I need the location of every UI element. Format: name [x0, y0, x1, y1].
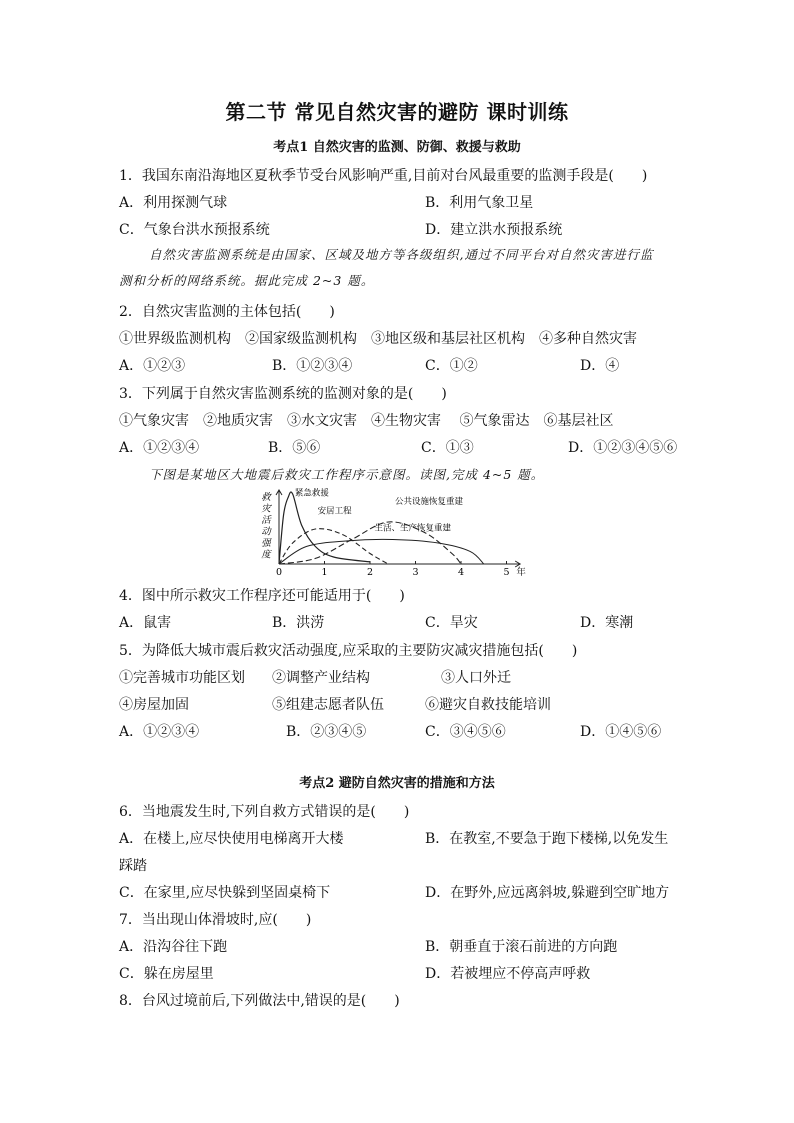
series-label-1: 紧急救援: [294, 488, 329, 499]
section-heading-2: 考点2 避防自然灾害的措施和方法: [299, 776, 495, 791]
question-1-stem: 1．我国东南沿海地区夏秋季节受台风影响严重,目前对台风最重要的监测手段是( ): [119, 168, 648, 184]
question-3-option-b: B．⑤⑥: [268, 440, 321, 456]
question-7-option-d: D．若被埋应不停高声呼救: [425, 966, 591, 982]
question-2-option-b: B．①②③④: [272, 358, 353, 374]
question-5-item-4: ④房屋加固: [119, 697, 189, 713]
x-tick-label: 3: [412, 567, 419, 578]
question-3-option-a: A．①②③④: [119, 440, 200, 456]
material-intro-1-line1: 自然灾害监测系统是由国家、区域及地方等各级组织,通过不同平台对自然灾害进行监: [149, 247, 654, 262]
x-tick-label: 0: [275, 567, 283, 578]
question-1-option-c: C．气象台洪水预报系统: [119, 222, 270, 238]
question-7-stem: 7．当出现山体滑坡时,应( ): [119, 912, 312, 928]
question-2-stem: 2．自然灾害监测的主体包括( ): [119, 304, 335, 320]
x-tick-label: 5: [503, 567, 510, 578]
question-3-stem: 3．下列属于自然灾害监测系统的监测对象的是( ): [119, 386, 447, 402]
question-5-item-2: ②调整产业结构: [272, 670, 370, 686]
question-3-items: ①气象灾害 ②地质灾害 ③水文灾害 ④生物灾害 ⑤气象雷达 ⑥基层社区: [119, 413, 614, 429]
x-tick-label: 4: [457, 567, 465, 578]
section-heading-1: 考点1 自然灾害的监测、防御、救援与救助: [273, 140, 521, 155]
question-5-item-1: ①完善城市功能区划: [119, 670, 245, 686]
material-intro-2: 下图是某地区大地震后救灾工作程序示意图。读图,完成 4~5 题。: [149, 467, 545, 482]
question-1-option-b: B．利用气象卫星: [425, 195, 534, 211]
question-6-option-c: C．在家里,应尽快躲到坚固桌椅下: [119, 885, 331, 901]
question-2-option-d: D．④: [580, 358, 620, 374]
question-1-option-a: A．利用探测气球: [119, 195, 228, 211]
question-6-option-a: A．在楼上,应尽快使用电梯离开大楼: [119, 831, 344, 847]
question-5-option-b: B．②③④⑤: [286, 724, 367, 740]
question-6-stem: 6．当地震发生时,下列自救方式错误的是( ): [119, 804, 410, 820]
question-6-option-b-continued: 踩踏: [119, 858, 147, 874]
question-8-stem: 8．台风过境前后,下列做法中,错误的是( ): [119, 993, 400, 1009]
page-title: 第二节 常见自然灾害的避防 课时训练: [225, 100, 569, 124]
series-line-2: [279, 529, 388, 564]
material-intro-1-line2: 测和分析的网络系统。据此完成 2~3 题。: [119, 273, 375, 288]
chart-plot-area: [261, 487, 526, 578]
x-tick-label: 2: [366, 567, 374, 578]
question-4-option-d: D．寒潮: [580, 615, 634, 631]
question-7-option-b: B．朝垂直于滚石前进的方向跑: [425, 939, 618, 955]
y-axis-label-char: 度: [261, 549, 271, 561]
question-7-option-c: C．躲在房屋里: [119, 966, 214, 982]
relief-program-chart: [252, 486, 542, 578]
question-7-option-a: A．沿沟谷往下跑: [119, 939, 228, 955]
question-5-option-d: D．①④⑤⑥: [580, 724, 662, 740]
question-4-option-a: A．鼠害: [119, 615, 172, 631]
x-tick-label: 1: [321, 567, 328, 578]
y-axis-label-char: 救: [261, 492, 271, 503]
question-5-option-c: C．③④⑤⑥: [425, 724, 506, 740]
question-5-stem: 5．为降低大城市震后救灾活动强度,应采取的主要防灾减灾措施包括( ): [119, 643, 578, 659]
series-label-2: 安居工程: [317, 506, 352, 517]
question-5-option-a: A．①②③④: [119, 724, 200, 740]
y-axis-label-char: 灾: [261, 503, 271, 515]
question-2-option-c: C．①②: [425, 358, 478, 374]
series-label-4: 生活、生产恢复重建: [374, 523, 452, 534]
question-1-option-d: D．建立洪水预报系统: [425, 222, 563, 238]
x-axis-unit: 年: [516, 567, 526, 578]
question-3-option-c: C．①③: [421, 440, 474, 456]
y-axis-label-char: 强: [261, 538, 271, 549]
question-2-items: ①世界级监测机构 ②国家级监测机构 ③地区级和基层社区机构 ④多种自然灾害: [119, 331, 637, 347]
series-line-1: [279, 492, 370, 564]
y-axis-label-char: 动: [261, 526, 271, 538]
series-label-3: 公共设施恢复重建: [395, 496, 464, 507]
y-axis-label-char: 活: [261, 515, 271, 526]
question-5-item-5: ⑤组建志愿者队伍: [272, 697, 384, 713]
question-5-item-6: ⑥避灾自救技能培训: [425, 697, 551, 713]
material-intro-1: [119, 242, 679, 294]
question-2-option-a: A．①②③: [119, 358, 186, 374]
question-5-item-3: ③人口外迁: [441, 670, 511, 686]
question-4-option-b: B．洪涝: [272, 615, 325, 631]
question-3-option-d: D．①②③④⑤⑥: [568, 440, 678, 456]
question-6-option-b: B．在教室,不要急于跑下楼梯,以免发生: [425, 831, 669, 847]
question-4-option-c: C．旱灾: [425, 615, 478, 631]
question-4-stem: 4．图中所示救灾工作程序还可能适用于( ): [119, 588, 405, 604]
question-6-option-d: D．在野外,应远离斜坡,躲避到空旷地方: [425, 885, 670, 901]
